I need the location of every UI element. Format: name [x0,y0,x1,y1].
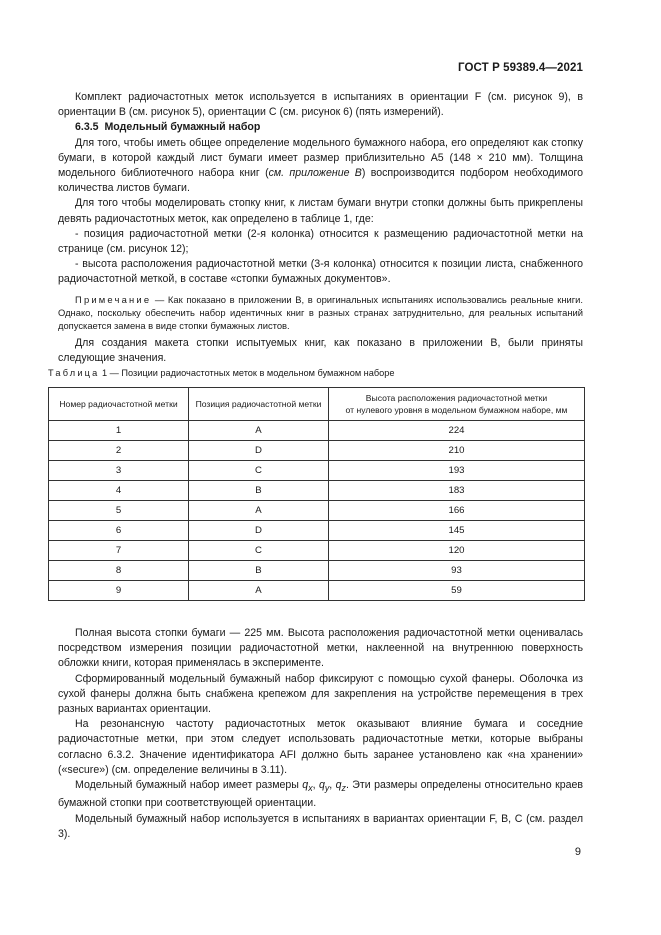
note [58,293,583,333]
cell-tag-position: D [189,441,329,461]
cell-tag-number: 2 [49,441,189,461]
table-row [49,481,585,501]
table-row [49,561,585,581]
note-label: Примечание [75,293,152,305]
table-header-row [49,388,585,421]
dim-sub: y [324,783,330,794]
table-body [49,421,585,601]
section-number: 6.3.5 [75,121,99,134]
body-text-bottom [58,626,583,842]
cell-tag-height: 59 [329,581,585,601]
cell-tag-position: A [189,581,329,601]
cell-tag-position: B [189,561,329,581]
table-row [49,541,585,561]
dim-q: q [335,779,342,792]
table-row [49,461,585,481]
header-tag-height [329,388,585,421]
header-tag-number: Номер радиочастотной метки [49,388,189,421]
paragraph-values: Для создания макета стопки испытуемых книг, как показано в приложении В, были приняты следующие значения. [58,337,583,365]
cell-tag-position: C [189,461,329,481]
paragraph-orientation: Комплект радиочастотных меток используется в испытаниях в ориентации F (см. рисунок 9), в ориентации B (см. рисунок 5), ориентации C (см. рисунок 6) (пять измерений). [58,91,583,119]
table-row [49,581,585,601]
cell-tag-number: 9 [49,581,189,601]
cell-tag-number: 5 [49,501,189,521]
dim-q: q [302,779,309,792]
cell-tag-height: 183 [329,481,585,501]
table-row [49,521,585,541]
dim-sub: x [308,783,313,794]
paragraph-total-height: Полная высота стопки бумаги — 225 мм. Высота расположения радиочастотной метки оценивалась посредством измерения позиции радиочастотной метки, наклеенной на внутреннюю поверхность обложки книги, которая применялась в эксперименте. [58,627,583,670]
section-heading [58,120,583,135]
cell-tag-position: A [189,421,329,441]
note-text: — Как показано в приложении В, в оригинальных испытаниях использовались реальные книги. Однако, поскольку обеспечить набор идентичных книг в разных странах затруднительно, для реальных испытаний допускается замена в виде стопки бумажных листов. [58,293,583,332]
cell-tag-position: C [189,541,329,561]
list-item-height: - высота расположения радиочастотной метки (3-я колонка) относится к позиции листа, снабженного радиочастотной меткой, в составе «стопки бумажных документов». [58,258,583,286]
cell-tag-position: D [189,521,329,541]
section-title: Модельный бумажный набор [104,121,261,134]
cell-tag-height: 120 [329,541,585,561]
cell-tag-number: 4 [49,481,189,501]
paragraph-resonance: На резонансную частоту радиочастотных меток оказывают влияние бумага и соседние радиочастотные метки, при этом следует использовать радиочастотные метки, которые выбраны согласно 6.3.2. Значение идентификатора AFI должно быть заранее установлено как «на хранении» («secure») (см. определение величины в 3.11). [58,718,583,776]
paragraph-plywood: Сформированный модельный бумажный набор фиксируют с помощью сухой фанеры. Оболочка из сухой фанеры должна быть снабжена крепежом для закрепления на устройстве перемещения в трех разных вариантах ориентации. [58,672,583,716]
cell-tag-height: 166 [329,501,585,521]
cell-tag-height: 193 [329,461,585,481]
cell-tag-height: 224 [329,421,585,441]
body-text-top [58,90,583,367]
table-caption-text: 1 — Позиции радиочастотных меток в модельном бумажном наборе [99,368,395,378]
appendix-reference: см. приложение В [268,167,362,180]
text-span: . Эти размеры определены относительно краев бумажной стопки при соответствующей ориентации. [58,779,584,810]
text-span: Для того, чтобы иметь общее определение модельного бумажного набора, его определяют как стопку бумаги, в которой каждый лист бумаги имеет размер приблизительно A5 (148 × 210 мм). Толщина модельного библиотечного набора книг ( [58,136,583,180]
header-line: Высота расположения радиочастотной метки [365,393,548,403]
cell-tag-number: 6 [49,521,189,541]
list-item-position: - позиция радиочастотной метки (2-я колонка) относится к размещению радиочастотной метки на странице (см. рисунок 12); [58,227,583,256]
rfid-position-table [48,387,585,601]
table-row [49,441,585,461]
cell-tag-number: 1 [49,421,189,441]
paragraph-definition [58,136,583,197]
cell-tag-number: 3 [49,461,189,481]
text-span: Модельный бумажный набор имеет размеры [75,779,303,792]
cell-tag-number: 7 [49,541,189,561]
doc-number-header: ГОСТ Р 59389.4—2021 [458,62,583,74]
dim-sub: z [341,783,346,794]
cell-tag-number: 8 [49,561,189,581]
table-caption-label: Таблица [48,368,100,378]
paragraph-orientations: Модельный бумажный набор используется в испытаниях в вариантах ориентации F, B, C (см. раздел 3). [58,812,583,840]
header-line: от нулевого уровня в модельном бумажном наборе, мм [345,405,568,415]
paragraph-dimensions: Модельный бумажный набор имеет размеры $q_x$, $q_y$, $q_z$. Эти размеры определены относительно краев бумажной стопки при соответствующей ориентации. [58,779,584,810]
dim-q: q [318,779,325,792]
table-row [49,421,585,441]
paragraph-model-stack: Для того чтобы моделировать стопку книг, к листам бумаги внутри стопки должны быть прикреплены девять радиочастотных меток, как определено в таблице 1, где: [58,197,583,225]
cell-tag-position: A [189,501,329,521]
table-caption [48,368,394,378]
text-span: ) воспроизводится подбором необходимого количества листов бумаги. [58,167,583,195]
page-number: 9 [574,846,581,858]
cell-tag-height: 93 [329,561,585,581]
cell-tag-position: B [189,481,329,501]
header-tag-position: Позиция радиочастотной метки [189,388,329,421]
table-row [49,501,585,521]
cell-tag-height: 145 [329,521,585,541]
cell-tag-height: 210 [329,441,585,461]
